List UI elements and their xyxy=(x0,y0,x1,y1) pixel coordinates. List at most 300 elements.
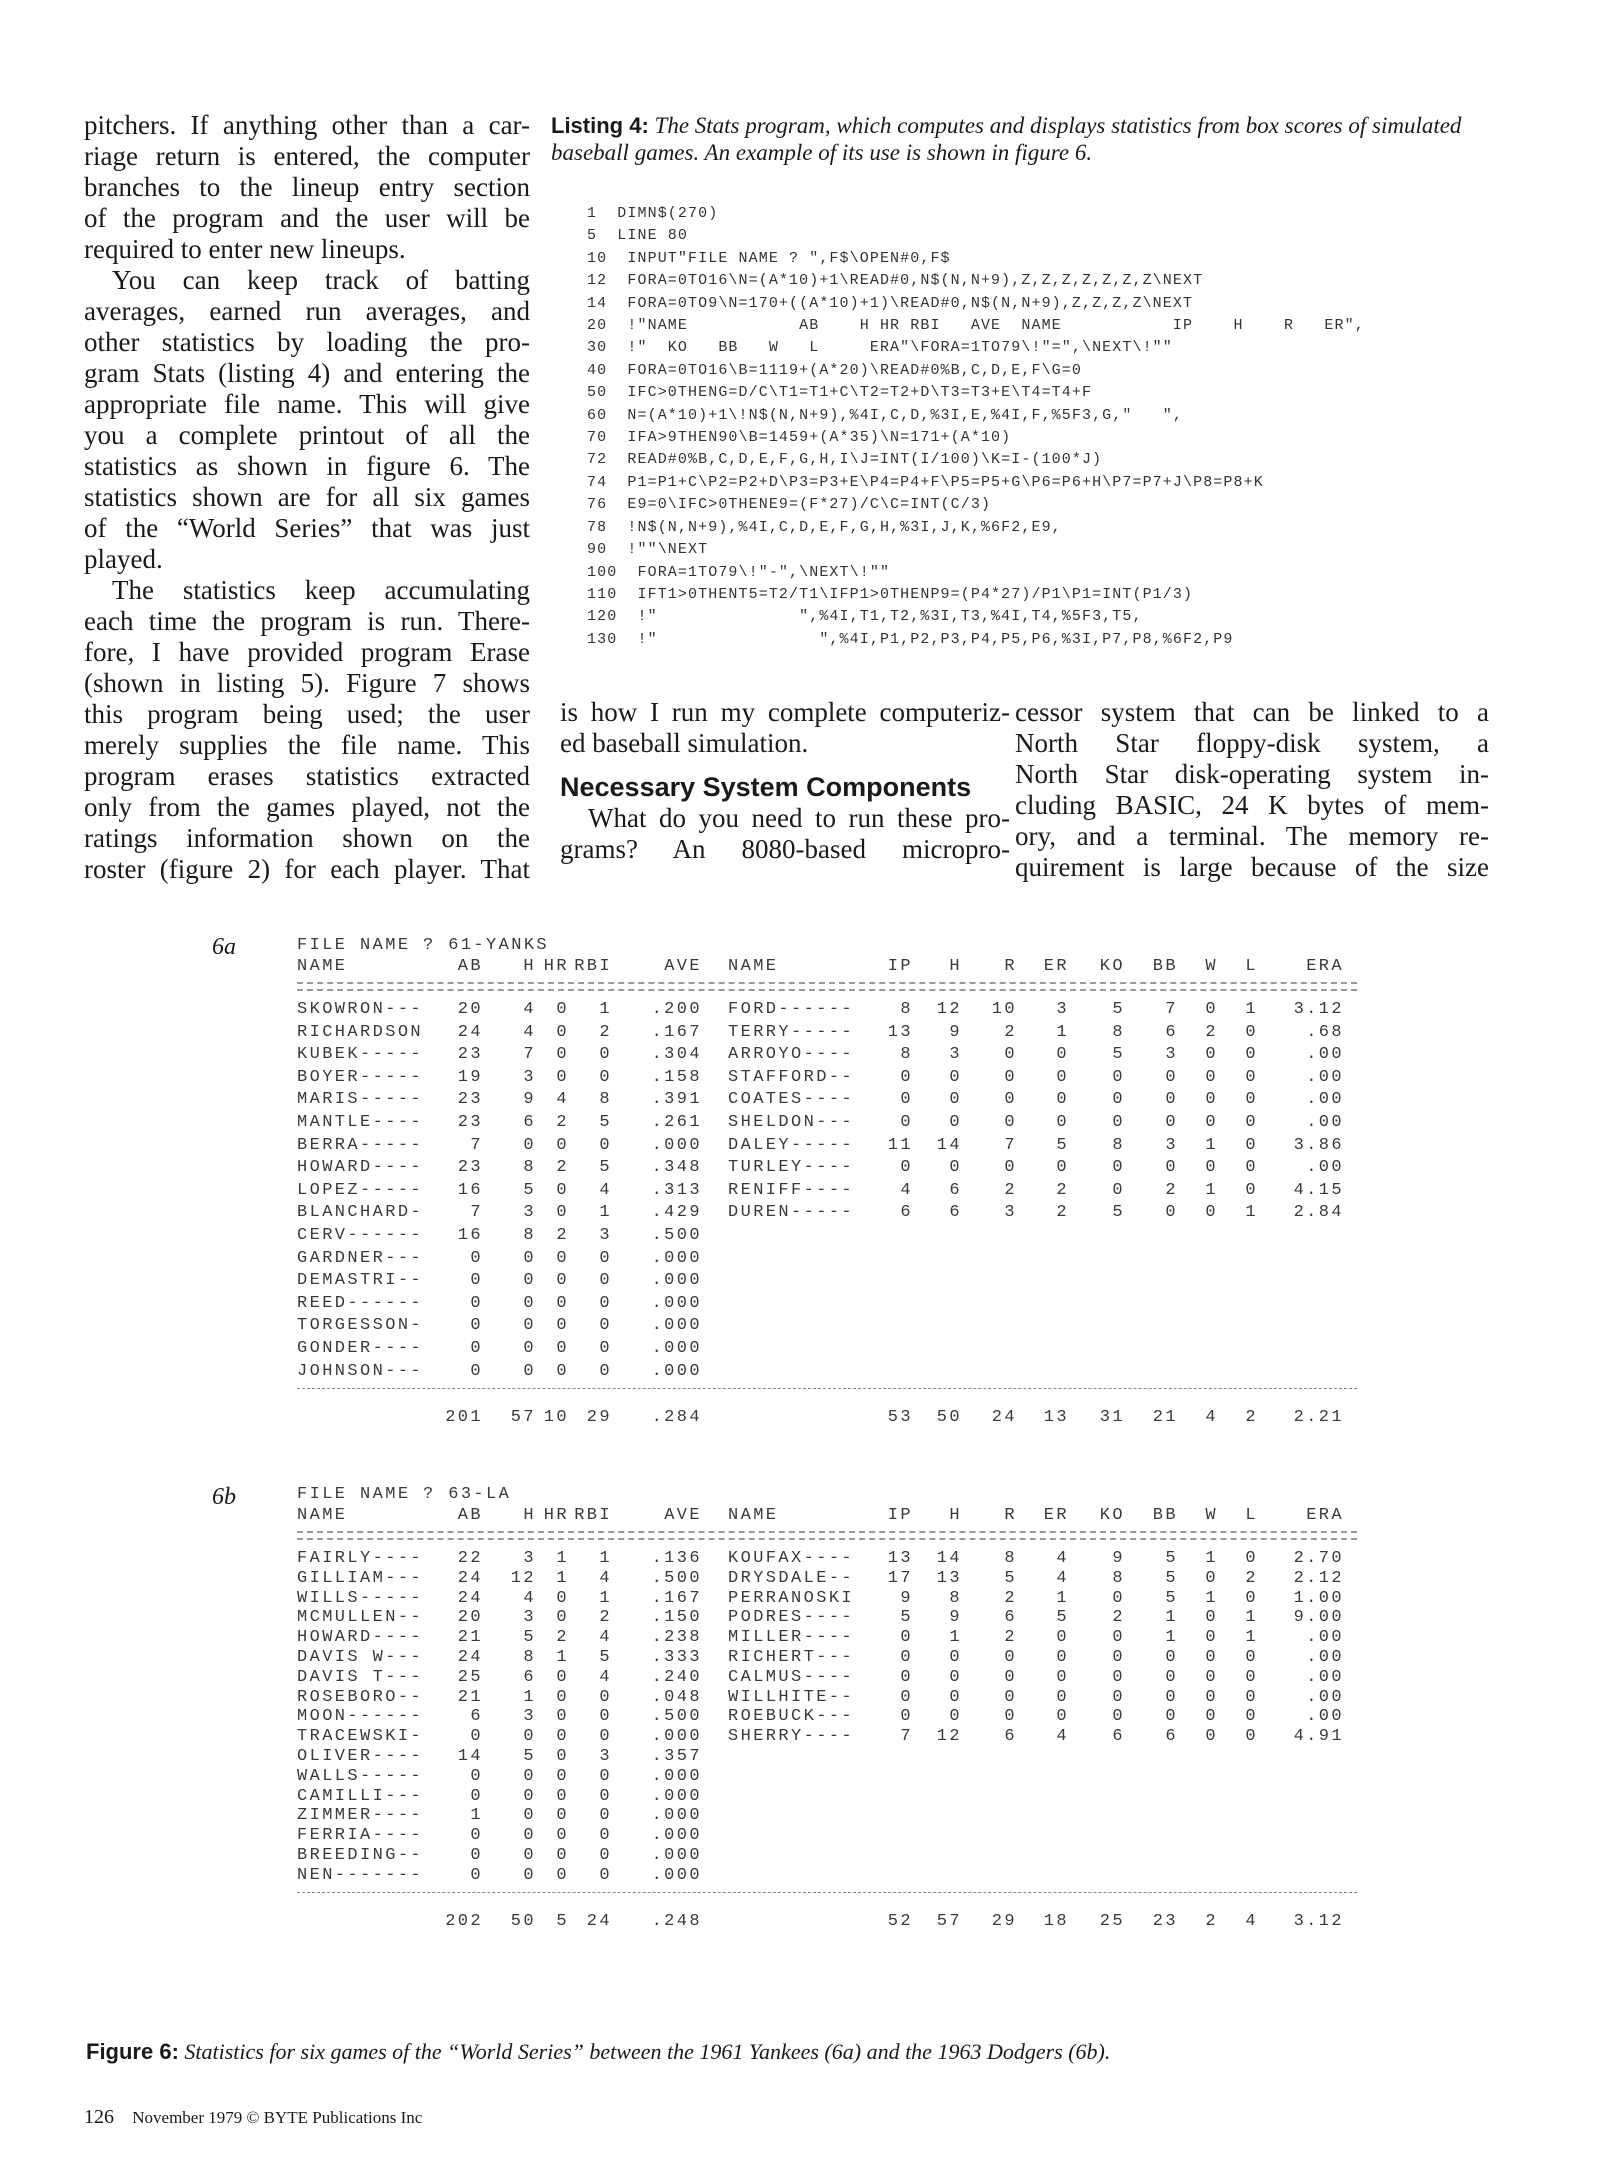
batter-stat: 4 xyxy=(556,1090,569,1110)
batting-total: 201 xyxy=(445,1407,483,1427)
pitcher-stat: 0 xyxy=(1205,1727,1218,1747)
file-name-text: FILE NAME ? 61-YANKS xyxy=(297,936,550,955)
table-row xyxy=(297,1767,1357,1789)
pitcher-stat: 9.00 xyxy=(1293,1608,1344,1628)
batter-stat: 3 xyxy=(523,1067,536,1087)
file-name-prompt xyxy=(297,936,1357,958)
batter-stat: 23 xyxy=(457,1045,483,1065)
batter-stat: 0 xyxy=(599,1826,612,1846)
pitcher-stat: 6 xyxy=(1165,1022,1178,1042)
column-header: KO xyxy=(1099,1506,1125,1525)
pitcher-stat: 5 xyxy=(1112,1000,1125,1019)
batter-stat: 0 xyxy=(599,1316,612,1336)
pitcher-stat: 0 xyxy=(1056,1158,1069,1178)
column-header: ER xyxy=(1043,1506,1069,1525)
pitcher-stat: 0 xyxy=(1112,1628,1125,1648)
pitcher-stat: .68 xyxy=(1306,1022,1344,1042)
pitcher-stat: 14 xyxy=(936,1135,962,1155)
batter-stat: 0 xyxy=(556,1045,569,1065)
pitcher-stat: 0 xyxy=(1004,1090,1017,1110)
batter-stat: .000 xyxy=(651,1786,702,1806)
pitcher-stat: 8 xyxy=(900,1000,913,1019)
column-header: IP xyxy=(887,957,913,976)
batter-stat: 4 xyxy=(523,1588,536,1608)
listing-label: Listing 4: xyxy=(551,113,649,138)
text-line: statistics as shown in figure 6. The xyxy=(84,451,530,481)
pitcher-stat: 5 xyxy=(1165,1588,1178,1608)
text-line: cluding BASIC, 24 K bytes of mem- xyxy=(1015,790,1489,820)
batter-stat: .240 xyxy=(651,1667,702,1687)
pitcher-stat: 0 xyxy=(900,1628,913,1648)
batter-stat: 0 xyxy=(523,1806,536,1826)
batting-total: .284 xyxy=(651,1407,702,1427)
footer-text: November 1979 © BYTE Publications Inc xyxy=(132,2108,423,2127)
batter-stat: 4 xyxy=(599,1180,612,1200)
column-header: H xyxy=(949,1506,962,1525)
batter-stat: 0 xyxy=(599,1766,612,1786)
pitcher-stat: 13 xyxy=(936,1568,962,1588)
batting-total: 10 xyxy=(543,1407,569,1427)
table-row xyxy=(297,1589,1357,1611)
pitcher-name: WILLHITE-- xyxy=(728,1687,855,1707)
batter-stat: 20 xyxy=(457,1000,483,1019)
column-header: W xyxy=(1205,1506,1218,1525)
batter-stat: .261 xyxy=(651,1113,702,1132)
pitcher-stat: 0 xyxy=(949,1158,962,1178)
text-line: required to enter new lineups. xyxy=(84,234,406,264)
batter-stat: .000 xyxy=(651,1248,702,1268)
pitcher-stat: 2 xyxy=(1004,1180,1017,1200)
batting-total: 202 xyxy=(445,1911,483,1931)
pitcher-stat: 1 xyxy=(949,1628,962,1648)
pitcher-stat: 0 xyxy=(1112,1667,1125,1687)
pitcher-stat: 0 xyxy=(1165,1687,1178,1707)
pitcher-stat: 6 xyxy=(1112,1727,1125,1747)
table-row xyxy=(297,1203,1357,1225)
body-text-right-column xyxy=(1015,697,1489,883)
batter-stat: 1 xyxy=(523,1687,536,1707)
batter-stat: 0 xyxy=(599,1707,612,1727)
pitcher-stat: 13 xyxy=(887,1022,913,1042)
batter-stat: 0 xyxy=(599,1846,612,1865)
pitcher-stat: 0 xyxy=(1112,1180,1125,1200)
totals-row xyxy=(297,1408,1357,1430)
batter-stat: 0 xyxy=(470,1865,483,1885)
pitcher-stat: 0 xyxy=(1205,1158,1218,1178)
batter-stat: 0 xyxy=(556,1271,569,1291)
code-line: 74 P1=P1+C\P2=P2+D\P3=P3+E\P4=P4+F\P5=P5+G\P6=P6+H\P7=P7+J\P8=P8+K xyxy=(587,473,1264,491)
pitcher-stat: 0 xyxy=(1165,1203,1178,1223)
file-name-text: FILE NAME ? 63-LA xyxy=(297,1485,512,1504)
pitcher-stat: 0 xyxy=(949,1067,962,1087)
pitcher-stat: 0 xyxy=(1112,1707,1125,1727)
pitcher-stat: 2 xyxy=(1205,1022,1218,1042)
pitcher-stat: 4 xyxy=(900,1180,913,1200)
pitcher-stat: 0 xyxy=(1245,1667,1258,1687)
pitcher-stat: 1 xyxy=(1245,1000,1258,1019)
batter-name: DAVIS T--- xyxy=(297,1667,424,1687)
batter-stat: 0 xyxy=(556,1786,569,1806)
pitcher-stat: 0 xyxy=(949,1090,962,1110)
pitcher-stat: 0 xyxy=(1205,1707,1218,1727)
pitcher-stat: 0 xyxy=(1205,1000,1218,1019)
text-line: pitchers. If anything other than a car- xyxy=(84,110,530,140)
batter-stat: .000 xyxy=(651,1865,702,1885)
batter-stat: 0 xyxy=(556,1022,569,1042)
text-line: ratings information shown on the xyxy=(84,823,530,853)
pitcher-stat: 0 xyxy=(1205,1113,1218,1132)
batter-stat: 7 xyxy=(470,1203,483,1223)
pitcher-stat: 2 xyxy=(1004,1588,1017,1608)
body-text-middle-column xyxy=(560,697,1010,865)
table-row xyxy=(297,1271,1357,1293)
pitcher-stat: 1 xyxy=(1205,1588,1218,1608)
pitcher-stat: 0 xyxy=(949,1113,962,1132)
batter-stat: 6 xyxy=(523,1113,536,1132)
batter-name: GILLIAM--- xyxy=(297,1568,424,1588)
pitcher-stat: 0 xyxy=(1165,1067,1178,1087)
pitcher-stat: 17 xyxy=(887,1568,913,1588)
batter-stat: 0 xyxy=(523,1766,536,1786)
pitcher-stat: 0 xyxy=(1205,1568,1218,1588)
pitcher-stat: 0 xyxy=(1004,1648,1017,1667)
pitcher-name: CALMUS---- xyxy=(728,1667,855,1687)
batter-stat: 24 xyxy=(457,1648,483,1667)
batter-stat: 0 xyxy=(470,1826,483,1846)
text-line: roster (figure 2) for each player. That xyxy=(84,854,530,884)
batter-stat: 2 xyxy=(556,1158,569,1178)
pitching-total: 53 xyxy=(887,1407,913,1427)
column-header: NAME xyxy=(297,957,348,976)
pitcher-stat: 0 xyxy=(949,1648,962,1667)
totals-separator xyxy=(297,1892,1357,1893)
batter-stat: .167 xyxy=(651,1022,702,1042)
pitcher-stat: 0 xyxy=(1205,1648,1218,1667)
batter-stat: 1 xyxy=(599,1000,612,1019)
pitcher-stat: 0 xyxy=(900,1707,913,1727)
batter-stat: 0 xyxy=(470,1316,483,1336)
batter-stat: 12 xyxy=(510,1568,536,1588)
pitcher-stat: 9 xyxy=(900,1588,913,1608)
column-header: BB xyxy=(1152,957,1178,976)
pitcher-stat: 3.86 xyxy=(1293,1135,1344,1155)
batter-stat: 1 xyxy=(556,1648,569,1667)
pitcher-stat: .00 xyxy=(1306,1113,1344,1132)
batter-stat: 0 xyxy=(470,1339,483,1358)
batter-stat: 0 xyxy=(599,1727,612,1747)
pitcher-stat: 9 xyxy=(949,1608,962,1628)
batter-stat: 0 xyxy=(470,1786,483,1806)
batter-name: ZIMMER---- xyxy=(297,1806,424,1826)
figure-label-6a: 6a xyxy=(212,934,236,960)
batter-name: DEMASTRI-- xyxy=(297,1271,424,1291)
batter-stat: .238 xyxy=(651,1628,702,1648)
table-row xyxy=(297,1747,1357,1769)
batter-stat: 6 xyxy=(523,1667,536,1687)
text-line: grams? An 8080-based micropro- xyxy=(560,834,1010,864)
pitcher-stat: 8 xyxy=(900,1045,913,1065)
batter-stat: 0 xyxy=(470,1271,483,1291)
batter-stat: .304 xyxy=(651,1045,702,1065)
pitcher-stat: 0 xyxy=(1245,1090,1258,1110)
table-row xyxy=(297,1181,1357,1203)
pitcher-stat: 5 xyxy=(1165,1568,1178,1588)
column-header: AVE xyxy=(664,957,702,976)
pitcher-name: PERRANOSKI xyxy=(728,1588,855,1608)
text-line: you a complete printout of all the xyxy=(84,420,530,450)
pitcher-stat: 0 xyxy=(1112,1588,1125,1608)
batter-stat: 0 xyxy=(599,1786,612,1806)
batter-stat: 2 xyxy=(556,1226,569,1245)
pitcher-stat: 0 xyxy=(1245,1648,1258,1667)
batter-stat: 0 xyxy=(523,1339,536,1358)
batter-stat: .391 xyxy=(651,1090,702,1110)
table-row xyxy=(297,1023,1357,1045)
table-row xyxy=(297,1339,1357,1361)
pitcher-stat: 5 xyxy=(1112,1045,1125,1065)
file-name-prompt xyxy=(297,1485,1357,1507)
batter-name: MOON------ xyxy=(297,1707,424,1727)
pitcher-stat: 0 xyxy=(900,1067,913,1087)
pitcher-stat: .00 xyxy=(1306,1707,1344,1727)
column-header: H xyxy=(949,957,962,976)
pitcher-name: SHERRY---- xyxy=(728,1727,855,1747)
batter-stat: 24 xyxy=(457,1568,483,1588)
batter-name: TORGESSON- xyxy=(297,1316,424,1336)
pitcher-stat: 0 xyxy=(1165,1113,1178,1132)
pitching-total: 31 xyxy=(1099,1407,1125,1427)
batter-stat: 3 xyxy=(523,1203,536,1223)
batter-stat: 0 xyxy=(556,1608,569,1628)
pitcher-stat: 7 xyxy=(900,1727,913,1747)
batting-total: 57 xyxy=(510,1407,536,1427)
batter-stat: 21 xyxy=(457,1687,483,1707)
pitcher-stat: 0 xyxy=(1056,1067,1069,1087)
pitcher-name: TERRY----- xyxy=(728,1022,855,1042)
code-line: 78 !N$(N,N+9),%4I,C,D,E,F,G,H,%3I,J,K,%6F2,E9, xyxy=(587,518,1062,536)
batter-name: BREEDING-- xyxy=(297,1846,424,1865)
text-line: quirement is large because of the size xyxy=(1015,852,1489,882)
pitcher-name: PODRES---- xyxy=(728,1608,855,1628)
batter-stat: 2 xyxy=(556,1113,569,1132)
batter-stat: 5 xyxy=(599,1648,612,1667)
batter-stat: 4 xyxy=(599,1628,612,1648)
pitcher-name: DALEY----- xyxy=(728,1135,855,1155)
batter-name: DAVIS W--- xyxy=(297,1648,424,1667)
batter-name: FERRIA---- xyxy=(297,1826,424,1846)
batter-name: MARIS----- xyxy=(297,1090,424,1110)
pitcher-stat: 1 xyxy=(1205,1180,1218,1200)
pitcher-stat: 10 xyxy=(991,1000,1017,1019)
pitching-total: 50 xyxy=(936,1407,962,1427)
batter-name: JOHNSON--- xyxy=(297,1361,424,1381)
totals-separator xyxy=(297,1388,1357,1389)
pitcher-stat: 13 xyxy=(887,1549,913,1568)
table-row xyxy=(297,1226,1357,1248)
pitcher-stat: 6 xyxy=(949,1203,962,1223)
table-row xyxy=(297,1158,1357,1180)
text-line: branches to the lineup entry section xyxy=(84,172,530,202)
code-line: 90 !""\NEXT xyxy=(587,541,709,559)
code-line: 110 IFT1>0THENT5=T2/T1\IFP1>0THENP9=(P4*27)/P1\P1=INT(P1/3) xyxy=(587,585,1194,603)
pitcher-stat: 2 xyxy=(1004,1628,1017,1648)
batter-stat: 0 xyxy=(523,1865,536,1885)
pitcher-stat: 0 xyxy=(949,1667,962,1687)
pitcher-stat: 0 xyxy=(1245,1135,1258,1155)
pitcher-stat: 5 xyxy=(1056,1135,1069,1155)
batter-stat: .500 xyxy=(651,1568,702,1588)
batter-stat: 1 xyxy=(599,1203,612,1223)
pitcher-stat: 0 xyxy=(1245,1113,1258,1132)
pitcher-stat: 0 xyxy=(1205,1608,1218,1628)
batter-stat: 5 xyxy=(599,1113,612,1132)
batter-stat: .000 xyxy=(651,1806,702,1826)
pitcher-stat: 0 xyxy=(1004,1045,1017,1065)
batter-name: CAMILLI--- xyxy=(297,1786,424,1806)
text-line: (shown in listing 5). Figure 7 shows xyxy=(84,668,530,698)
batter-stat: 0 xyxy=(523,1316,536,1336)
code-line: 14 FORA=0TO9\N=170+((A*10)+1)\READ#0,N$(N,N+9),Z,Z,Z,Z\NEXT xyxy=(587,294,1194,312)
pitcher-stat: 0 xyxy=(1112,1648,1125,1667)
pitching-total: 13 xyxy=(1043,1407,1069,1427)
pitcher-stat: 8 xyxy=(1004,1549,1017,1568)
pitching-total: 3.12 xyxy=(1293,1911,1344,1931)
column-header: W xyxy=(1205,957,1218,976)
column-header: L xyxy=(1245,957,1258,976)
batter-stat: 0 xyxy=(599,1865,612,1885)
batter-stat: .000 xyxy=(651,1316,702,1336)
batter-stat: 21 xyxy=(457,1628,483,1648)
listing-code xyxy=(587,203,1365,651)
batter-stat: 0 xyxy=(556,1727,569,1747)
pitcher-name: DRYSDALE-- xyxy=(728,1568,855,1588)
pitcher-stat: 4.15 xyxy=(1293,1180,1344,1200)
pitcher-name: STAFFORD-- xyxy=(728,1067,855,1087)
batter-stat: 0 xyxy=(599,1687,612,1707)
pitcher-stat: 1 xyxy=(1205,1549,1218,1568)
pitcher-stat: 12 xyxy=(936,1727,962,1747)
batter-stat: 0 xyxy=(556,1588,569,1608)
batter-stat: 24 xyxy=(457,1022,483,1042)
table-row xyxy=(297,1787,1357,1809)
pitcher-stat: .00 xyxy=(1306,1045,1344,1065)
header-row xyxy=(297,957,1357,979)
pitcher-stat: 3 xyxy=(1165,1135,1178,1155)
batter-stat: 0 xyxy=(523,1271,536,1291)
column-header: NAME xyxy=(728,957,779,976)
pitcher-stat: 0 xyxy=(1205,1687,1218,1707)
totals-row xyxy=(297,1912,1357,1934)
batter-stat: .000 xyxy=(651,1339,702,1358)
pitcher-stat: 0 xyxy=(1004,1667,1017,1687)
code-line: 72 READ#0%B,C,D,E,F,G,H,I\J=INT(I/100)\K=I-(100*J) xyxy=(587,451,1103,469)
pitcher-stat: 0 xyxy=(1245,1707,1258,1727)
table-row xyxy=(297,1608,1357,1630)
column-header: R xyxy=(1004,957,1017,976)
batter-stat: .200 xyxy=(651,1000,702,1019)
pitcher-stat: 0 xyxy=(900,1648,913,1667)
pitcher-stat: 5 xyxy=(1004,1568,1017,1588)
column-header: L xyxy=(1245,1506,1258,1525)
pitcher-stat: 1 xyxy=(1245,1608,1258,1628)
pitcher-stat: 7 xyxy=(1004,1135,1017,1155)
batter-name: SKOWRON--- xyxy=(297,1000,424,1019)
text-line: North Star floppy-disk system, a xyxy=(1015,728,1489,758)
batter-stat: 4 xyxy=(599,1667,612,1687)
code-line: 120 !" ",%4I,T1,T2,%3I,T3,%4I,T4,%5F3,T5, xyxy=(587,608,1143,626)
pitcher-stat: .00 xyxy=(1306,1667,1344,1687)
listing-caption-text: The Stats program, which computes and displays statistics from box scores of simulated baseball games. An example of its use is shown in figure 6. xyxy=(551,113,1462,165)
text-line: statistics shown are for all six games xyxy=(84,482,530,512)
batter-stat: 0 xyxy=(599,1271,612,1291)
pitcher-stat: 0 xyxy=(1205,1045,1218,1065)
batter-stat: 0 xyxy=(556,1806,569,1826)
batter-name: HOWARD---- xyxy=(297,1158,424,1178)
batter-stat: 3 xyxy=(599,1747,612,1766)
pitcher-stat: 0 xyxy=(900,1090,913,1110)
pitcher-stat: .00 xyxy=(1306,1090,1344,1110)
table-row xyxy=(297,1688,1357,1710)
pitcher-stat: 0 xyxy=(900,1667,913,1687)
pitcher-stat: .00 xyxy=(1306,1158,1344,1178)
column-header: ERA xyxy=(1306,957,1344,976)
pitcher-stat: 0 xyxy=(1056,1707,1069,1727)
batter-stat: 3 xyxy=(523,1549,536,1568)
column-header: AB xyxy=(457,1506,483,1525)
batter-stat: 0 xyxy=(556,1766,569,1786)
table-row xyxy=(297,1090,1357,1112)
batter-stat: .158 xyxy=(651,1067,702,1087)
batter-stat: 23 xyxy=(457,1113,483,1132)
batter-stat: .357 xyxy=(651,1747,702,1766)
batter-stat: 1 xyxy=(599,1549,612,1568)
batter-stat: 0 xyxy=(470,1293,483,1313)
pitcher-stat: 0 xyxy=(1004,1687,1017,1707)
batter-stat: .000 xyxy=(651,1727,702,1747)
pitcher-stat: 14 xyxy=(936,1549,962,1568)
batter-stat: .000 xyxy=(651,1846,702,1865)
batter-stat: .150 xyxy=(651,1608,702,1628)
batter-stat: 19 xyxy=(457,1067,483,1087)
pitcher-stat: 0 xyxy=(1165,1090,1178,1110)
batter-stat: 0 xyxy=(470,1846,483,1865)
batter-name: TRACEWSKI- xyxy=(297,1727,424,1747)
pitcher-stat: 0 xyxy=(900,1687,913,1707)
text-line: appropriate file name. This will give xyxy=(84,389,530,419)
pitcher-stat: 8 xyxy=(1112,1568,1125,1588)
code-line: 1 DIMN$(270) xyxy=(587,205,719,222)
text-line: only from the games played, not the xyxy=(84,792,530,822)
pitcher-name: COATES---- xyxy=(728,1090,855,1110)
pitcher-stat: 0 xyxy=(1004,1113,1017,1132)
table-row xyxy=(297,1806,1357,1828)
pitcher-stat: 0 xyxy=(1056,1628,1069,1648)
batter-name: NEN------- xyxy=(297,1865,424,1885)
pitcher-stat: 2 xyxy=(1056,1203,1069,1223)
pitcher-stat: 0 xyxy=(900,1113,913,1132)
table-row xyxy=(297,1045,1357,1067)
batter-stat: .500 xyxy=(651,1226,702,1245)
pitcher-stat: 3 xyxy=(949,1045,962,1065)
header-separator xyxy=(297,1531,1357,1540)
table-row xyxy=(297,1068,1357,1090)
batter-stat: 0 xyxy=(599,1361,612,1381)
batter-stat: .000 xyxy=(651,1361,702,1381)
batter-stat: 0 xyxy=(556,1339,569,1358)
batter-name: KUBEK----- xyxy=(297,1045,424,1065)
pitcher-stat: 2.70 xyxy=(1293,1549,1344,1568)
text-line: of the program and the user will be xyxy=(84,203,530,233)
